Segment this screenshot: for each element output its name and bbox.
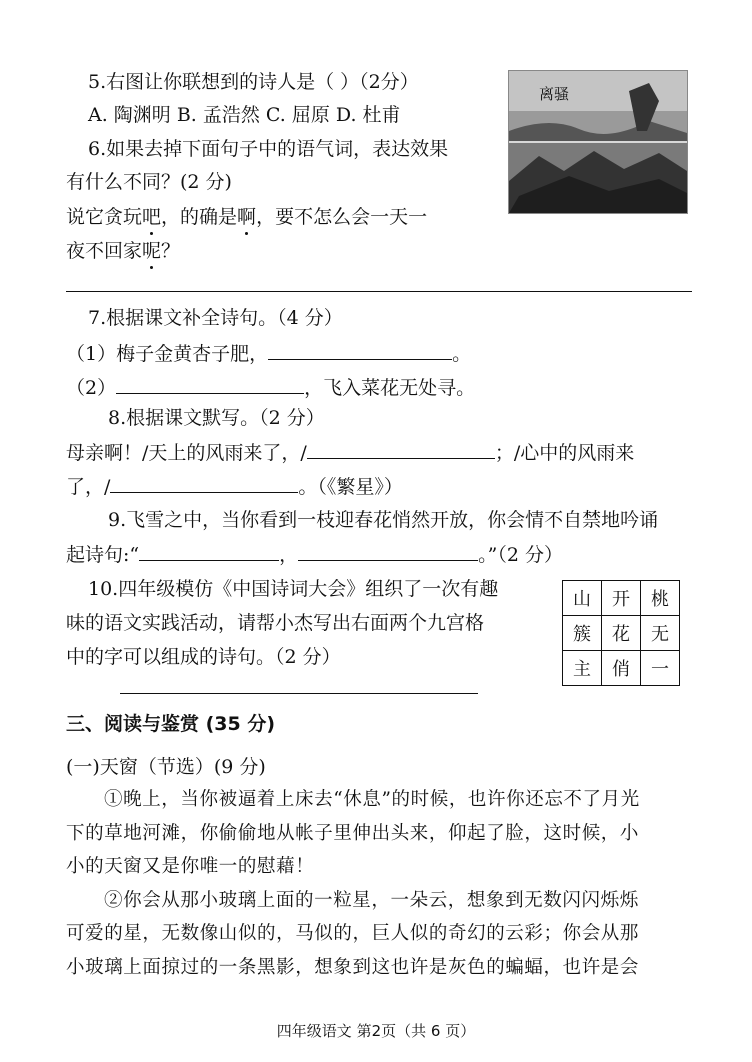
q6-stem-line2: 有什么不同？(2 分) [66, 171, 232, 193]
q9-line1: 9.飞雪之中，当你看到一枝迎春花悄然开放，你会情不自禁地吟诵 [108, 509, 659, 531]
q8-line1-suffix: ；/心中的风雨来 [494, 442, 635, 464]
passage-para1-line1: ①晚上，当你被逼着上床去“休息”的时候，也许你还忘不了月光 [104, 789, 640, 810]
q9-line2-mid: ， [279, 544, 299, 566]
grid-cell: 一 [641, 651, 680, 686]
q9-blank-2[interactable] [298, 542, 478, 561]
q8-line2-prefix: 了，/ [66, 476, 111, 498]
grid-cell: 花 [602, 616, 641, 651]
q7-line1-prefix: （1）梅子金黄杏子肥， [66, 343, 269, 365]
grid-cell: 桃 [641, 581, 680, 616]
q10-line1: 10.四年级模仿《中国诗词大会》组织了一次有趣 [88, 578, 499, 600]
q7-blank-2[interactable] [116, 375, 304, 394]
q8-blank-2[interactable] [110, 474, 298, 493]
q6-answer-line[interactable] [66, 291, 692, 292]
q10-answer-line[interactable] [120, 693, 478, 694]
q8-stem: 8.根据课文默写。（2 分） [108, 407, 325, 429]
page-footer: 四年级语文 第2页（共 6 页） [276, 1022, 476, 1040]
q7-line2 [66, 375, 475, 400]
section3-heading: 三、阅读与鉴赏 (35 分) [66, 713, 276, 735]
q7-line2-prefix: （2） [66, 377, 117, 399]
q6-sentence-b: ，的确是 [161, 206, 238, 228]
q8-line1-prefix: 母亲啊！/天上的风雨来了，/ [66, 442, 307, 464]
q5-stem: 5.右图让你联想到的诗人是（ ）（2分） [88, 71, 419, 93]
grid-cell: 主 [563, 651, 602, 686]
q7-line1-suffix: 。 [452, 343, 472, 365]
q5-options: A. 陶渊明 B. 孟浩然 C. 屈原 D. 杜甫 [88, 104, 401, 126]
q9-line2-prefix: 起诗句:“ [66, 544, 140, 566]
q8-line2-suffix: 。（《繁星》） [298, 476, 403, 498]
passage-para2-line1: ②你会从那小玻璃上面的一粒星，一朵云，想象到无数闪闪烁烁 [104, 890, 639, 911]
illustration-image [509, 71, 687, 213]
nine-square-grid [562, 580, 680, 686]
q6-sentence-a: 说它贪玩 [66, 206, 143, 228]
q8-line2 [66, 474, 403, 499]
q7-line2-suffix: ，飞入菜花无处寻。 [304, 377, 476, 399]
passage-para1-line2: 下的草地河滩，你偷偷地从帐子里伸出头来，仰起了脸，这时候，小 [66, 823, 640, 844]
q10-line3: 中的字可以组成的诗句。（2 分） [66, 646, 341, 668]
passage-para2-line2: 可爱的星，无数像山似的，马似的，巨人似的奇幻的云彩；你会从那 [66, 923, 640, 944]
q9-line2-suffix: 。”（2 分） [478, 544, 563, 566]
section3-sub-heading: (一)天窗（节选）(9 分) [66, 756, 266, 778]
q6-sentence-d: 夜不回家 [66, 240, 143, 262]
passage-para1-line3: 小的天窗又是你唯一的慰藉！ [66, 856, 315, 877]
q6-particle-a: 啊 [237, 206, 257, 228]
q6-sentence-line2 [66, 239, 180, 263]
q7-stem: 7.根据课文补全诗句。（4 分） [88, 307, 343, 329]
grid-cell: 山 [563, 581, 602, 616]
q6-particle-ne: 呢 [142, 240, 162, 262]
q6-sentence-c: ，要不怎么会一天一 [256, 206, 428, 228]
q9-blank-1[interactable] [139, 542, 279, 561]
q6-sentence-line1 [66, 205, 427, 229]
q8-line1 [66, 440, 634, 465]
passage-para2-line3: 小玻璃上面掠过的一条黑影，想象到这也许是灰色的蝙蝠，也许是会 [66, 957, 640, 978]
q7-blank-1[interactable] [268, 341, 452, 360]
q9-line2 [66, 542, 563, 567]
grid-cell: 簇 [563, 616, 602, 651]
q7-line1 [66, 341, 471, 366]
poet-illustration [508, 70, 688, 214]
grid-cell: 俏 [602, 651, 641, 686]
grid-cell: 无 [641, 616, 680, 651]
q6-particle-ba: 吧 [142, 206, 162, 228]
q6-sentence-e: ？ [161, 240, 181, 262]
grid-cell: 开 [602, 581, 641, 616]
illustration-caption: 离骚 [539, 85, 570, 103]
q10-line2: 味的语文实践活动，请帮小杰写出右面两个九宫格 [66, 612, 485, 634]
q8-blank-1[interactable] [307, 440, 495, 459]
q6-stem-line1: 6.如果去掉下面句子中的语气词，表达效果 [88, 138, 449, 160]
